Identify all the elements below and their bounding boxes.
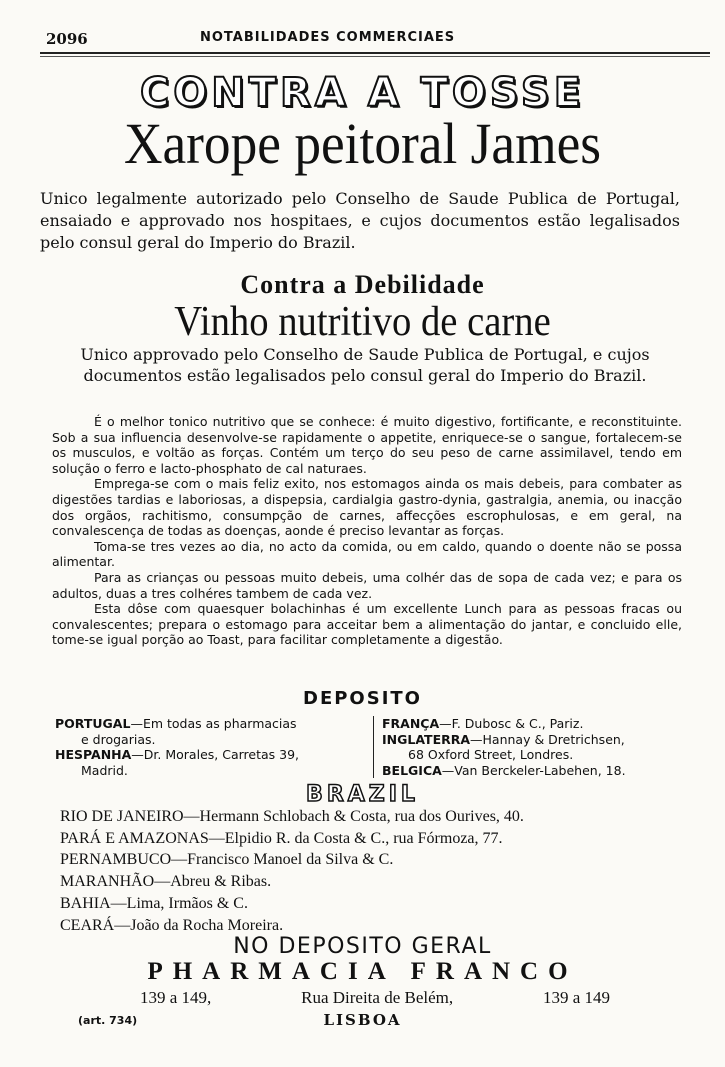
brazil-entry: PERNAMBUCO—Francisco Manoel da Silva & C.: [60, 851, 394, 869]
address-number-left: 139 a 149,: [140, 988, 212, 1007]
deposito-right-column: [382, 716, 682, 778]
brazil-list: [60, 806, 690, 936]
address-street: Rua Direita de Belém,: [301, 988, 454, 1007]
deposit-entry: INGLATERRA—Hannay & Dretrichsen,: [382, 731, 625, 747]
deposito-divider: [373, 716, 374, 778]
debilidade-headline: Contra a Debilidade: [240, 270, 485, 299]
address-number-right: 139 a 149: [542, 988, 610, 1007]
deposit-entry: PORTUGAL—Em todas as pharmacias: [55, 716, 297, 731]
city-lisboa: LISBOA: [323, 1011, 402, 1029]
deposito-left-column: [55, 716, 365, 778]
pharmacy-address: [140, 988, 610, 1008]
deposit-entry: BELGICA—Van Berckeler-Labehen, 18.: [382, 762, 626, 778]
deposit-entry: HESPANHA—Dr. Morales, Carretas 39,: [55, 747, 300, 762]
header-rule-thin: [40, 56, 710, 57]
deposit-entry-cont: e drogarias.: [81, 731, 156, 747]
brazil-heading: BRAZIL: [306, 782, 419, 807]
vinho-description: Unico approvado pelo Conselho de Saude Publica de Portugal, e cujos documentos estão legalisados pelo consul geral do Imperio do Brazil.: [80, 345, 650, 385]
deposito-geral: NO DEPOSITO GERAL: [233, 934, 492, 959]
vinho-body-text: [52, 414, 682, 648]
vinho-title: Vinho nutritivo de carne: [174, 299, 551, 345]
deposit-entry: FRANÇA—F. Dubosc & C., Pariz.: [382, 716, 584, 731]
body-paragraph: Toma-se tres vezes ao dia, no acto da comida, ou em caldo, quando o doente não se possa alimentar.: [52, 538, 682, 570]
body-paragraph: É o melhor tonico nutritivo que se conhece: é muito digestivo, fortificante, e reconstituinte. Sob a sua influencia desenvolve-se rapidamente o appetite, enriquece-se o sangue, fortalecem-se os musculos, e voltão as forças. Contém um terço do seu peso de carne assimilavel, tendo em solução o ferro e lacto-phosphato de cal naturaes.: [52, 414, 682, 476]
tosse-headline: CONTRA A TOSSE: [139, 70, 586, 116]
running-title: NOTABILIDADES COMMERCIAES: [200, 30, 456, 45]
deposit-entry-cont: 68 Oxford Street, Londres.: [408, 747, 574, 762]
brazil-entry: CEARÁ—João da Rocha Moreira.: [60, 916, 284, 934]
pharmacia-franco: PHARMACIA FRANCO: [147, 958, 578, 985]
body-paragraph: Esta dôse com quaesquer bolachinhas é um excellente Lunch para as pessoas fracas ou convalescentes; prepara o estomago para acceitar bem a alimentação do jantar, e concluido elle, tome-se igual porção ao Toast, para facilitar completamente a digestão.: [52, 601, 682, 648]
xarope-title: Xarope peitoral James: [123, 111, 602, 176]
deposit-entry-cont: Madrid.: [81, 762, 128, 778]
page-number: 2096: [46, 30, 88, 48]
xarope-description: Unico legalmente autorizado pelo Conselho de Saude Publica de Portugal, ensaiado e approvado nos hospitaes, e cujos documentos estão legalisados pelo consul geral do Imperio do Brazil.: [40, 189, 680, 252]
brazil-entry: MARANHÃO—Abreu & Ribas.: [60, 873, 272, 891]
art-note: (art. 734): [78, 1014, 138, 1027]
brazil-entry: RIO DE JANEIRO—Hermann Schlobach & Costa, rua dos Ourives, 40.: [60, 808, 524, 825]
brazil-entry: PARÁ E AMAZONAS—Elpidio R. da Costa & C., rua Fórmoza, 77.: [60, 829, 503, 847]
body-paragraph: Emprega-se com o mais feliz exito, nos estomagos ainda os mais debeis, para combater as digestões tardias e laboriosas, a dispepsia, cardialgia gastro-dynia, gastralgia, anemia, ou inacção dos orgãos, rachitismo, consumpção de carnes, affecções escrophulosas, e em geral, na convalescença de todas as doenças, aonde é preciso levantar as forças.: [52, 476, 682, 539]
header-rule: [40, 52, 710, 54]
deposito-heading: DEPOSITO: [303, 688, 422, 709]
body-paragraph: Para as crianças ou pessoas muito debeis, uma colhér das de sopa de cada vez; e para os adultos, duas a tres colhéres tambem de cada vez.: [52, 569, 682, 601]
brazil-entry: BAHIA—Lima, Irmãos & C.: [60, 894, 248, 912]
